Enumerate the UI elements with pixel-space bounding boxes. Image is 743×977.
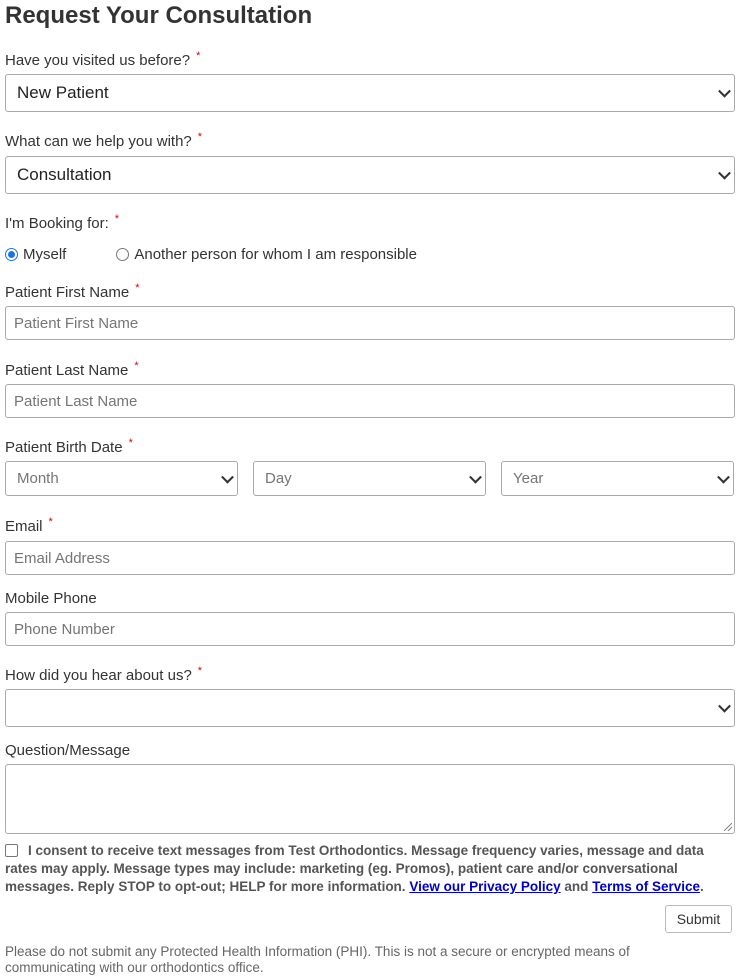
consent-text: I consent to receive text messages from Test Orthodontics. Message frequency varies, message and data rates may apply. Message types may include: marketing (eg. Promos), patient care and/or conversational messages. Reply STOP to opt-out; HELP for more information.	[5, 843, 704, 894]
required-mark: *	[197, 131, 203, 143]
birth-month-value: Month	[17, 470, 59, 487]
message-label	[5, 742, 130, 760]
email-label	[5, 518, 53, 537]
phone-input[interactable]	[5, 612, 735, 646]
chevron-down-icon	[221, 470, 234, 483]
phone-placeholder: Phone Number	[14, 620, 115, 638]
required-mark: *	[134, 360, 139, 372]
terms-of-service-link[interactable]: Terms of Service	[592, 879, 701, 894]
help-select[interactable]	[5, 156, 735, 194]
phone-label	[5, 590, 97, 608]
referral-select[interactable]	[5, 689, 735, 727]
last-name-placeholder: Patient Last Name	[14, 392, 138, 410]
chevron-down-icon	[718, 167, 731, 180]
phi-disclaimer: Please do not submit any Protected Health Information (PHI). This is not a secure or encrypted means of communicating with our orthodontics office.	[5, 944, 630, 975]
booking-label-text: I'm Booking for:	[5, 215, 109, 232]
email-input[interactable]	[5, 541, 735, 575]
chevron-down-icon	[718, 85, 731, 98]
help-select-value: Consultation	[17, 165, 112, 184]
booking-radio-group	[5, 245, 417, 263]
first-name-input[interactable]	[5, 306, 735, 340]
required-mark: *	[197, 665, 203, 677]
submit-button[interactable]: Submit	[665, 905, 732, 933]
birth-date-label-text: Patient Birth Date	[5, 439, 123, 456]
birth-day-value: Day	[265, 470, 292, 487]
radio-another-person-label[interactable]: Another person for whom I am responsible	[134, 245, 417, 263]
message-label-text: Question/Message	[5, 742, 131, 759]
referral-label	[5, 667, 202, 686]
phone-label-text: Mobile Phone	[5, 590, 97, 607]
last-name-label	[5, 362, 139, 381]
visited-label	[5, 52, 200, 71]
consent-period: .	[700, 879, 704, 894]
resize-grip-icon[interactable]	[724, 823, 732, 831]
email-placeholder: Email Address	[14, 549, 110, 567]
last-name-input[interactable]	[5, 384, 735, 418]
chevron-down-icon	[469, 470, 482, 483]
email-label-text: Email	[5, 518, 43, 535]
first-name-placeholder: Patient First Name	[14, 314, 139, 332]
chevron-down-icon	[718, 700, 731, 713]
chevron-down-icon	[717, 470, 730, 483]
form-title: Request Your Consultation	[5, 2, 313, 29]
visited-select-value: New Patient	[17, 83, 109, 102]
birth-day-select[interactable]	[253, 461, 486, 496]
sms-consent	[5, 842, 737, 896]
required-mark: *	[114, 213, 120, 225]
message-textarea[interactable]	[5, 764, 735, 834]
required-mark: *	[196, 50, 201, 62]
last-name-label-text: Patient Last Name	[5, 362, 129, 379]
birth-date-label	[5, 439, 133, 458]
visited-label-text: Have you visited us before?	[5, 52, 191, 69]
radio-myself-label[interactable]: Myself	[23, 245, 67, 263]
referral-label-text: How did you hear about us?	[5, 667, 192, 684]
privacy-policy-link[interactable]: View our Privacy Policy	[409, 879, 561, 894]
first-name-label	[5, 284, 140, 303]
birth-year-select[interactable]	[501, 461, 734, 496]
consent-and: and	[564, 879, 589, 894]
birth-year-value: Year	[513, 470, 544, 487]
required-mark: *	[128, 437, 133, 449]
help-label	[5, 133, 202, 152]
visited-select[interactable]	[5, 74, 735, 112]
required-mark: *	[135, 282, 140, 294]
radio-another-person[interactable]	[116, 248, 129, 261]
first-name-label-text: Patient First Name	[5, 284, 130, 301]
required-mark: *	[48, 516, 53, 528]
consent-checkbox[interactable]	[5, 844, 18, 857]
birth-month-select[interactable]	[5, 461, 238, 496]
radio-myself[interactable]	[5, 248, 18, 261]
help-label-text: What can we help you with?	[5, 133, 192, 150]
booking-label	[5, 215, 119, 234]
